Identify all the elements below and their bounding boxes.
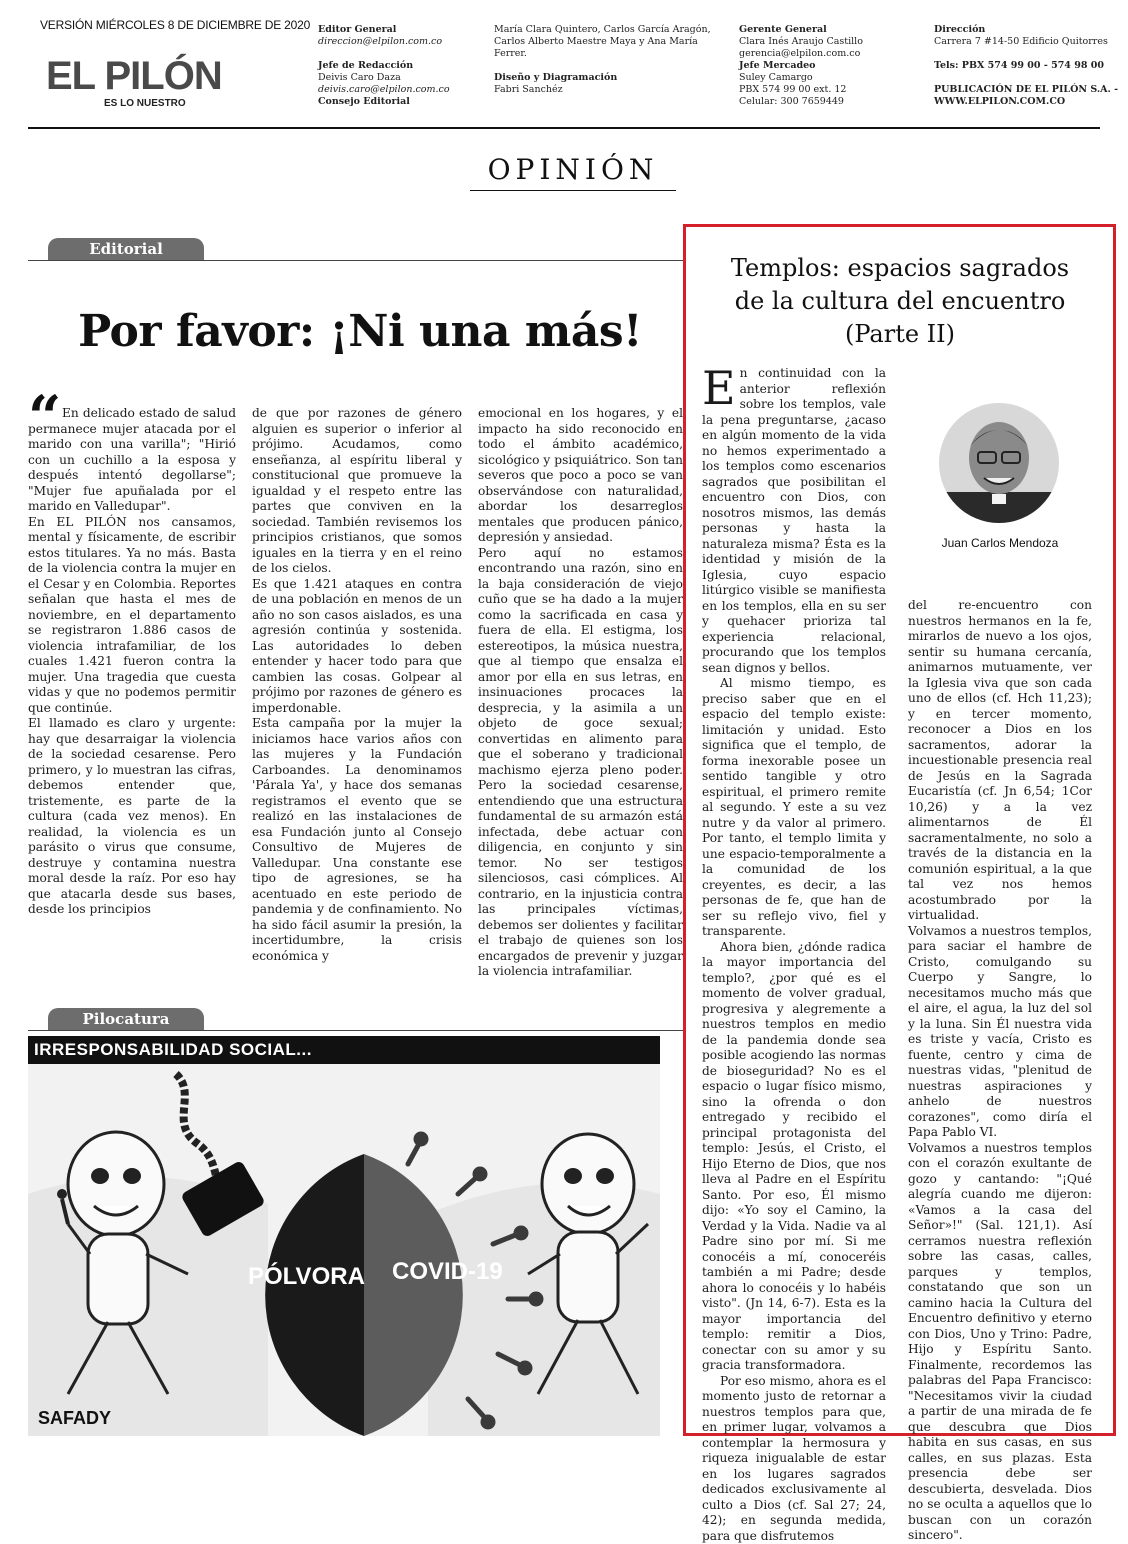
paragraph: Por eso mismo, ahora es el momento justo de retornar a nuestros templos para que, en primer lugar, volvamos a contemplar la hermosura y riqueza inigualable de estar en los lugares sagrados dedicados exclusivamente al culto a Dios (cf. Sal 27; 24, 42); en segunda medida, para que disfrutemos: [702, 1374, 886, 1544]
credit-line: Suley Camargo: [739, 72, 863, 84]
editorial-column-2: [252, 406, 462, 964]
section-underline: [470, 190, 676, 191]
paragraph: Volvamos a nuestros templos, para saciar el hambre de Cristo, comulgando su Cuerpo y Sangre, lo necesitamos mucho más que el aire, el agua, la luz del sol y la luna. Sin Él nuestra vida es triste y vacía, Cristo es fuente, centro y cima de nuestras vidas, "plenitud de nuestras aspiraciones y anhelo de nuestros corazones", como diría el Papa Pablo VI.: [908, 924, 1092, 1141]
newspaper-slogan: ES LO NUESTRO: [104, 98, 186, 109]
credit-line: WWW.ELPILON.COM.CO: [934, 96, 1118, 108]
paragraph: Es que 1.421 ataques en contra de una población en menos de un año no son casos aislados, es una agresión continúa y sostenida. Las autoridades lo deben entender y hacer todo para que cambien las cosas. Golpear al prójimo por razones de género es imperdonable.: [252, 577, 462, 717]
credit-line: PUBLICACIÓN DE EL PILÓN S.A. -: [934, 84, 1118, 96]
cartoon-title-bar: IRRESPONSABILIDAD SOCIAL...: [28, 1036, 660, 1064]
edition-date: VERSIÓN MIÉRCOLES 8 DE DICIEMBRE DE 2020: [40, 18, 310, 32]
credit-line: Fabri Sanchéz: [494, 84, 711, 96]
section-title: OPINIÓN: [470, 153, 676, 186]
editorial-column-1: [28, 406, 236, 918]
editorial-rule: [28, 260, 683, 261]
editorial-column-3: [478, 406, 683, 980]
credit-line: [934, 72, 1118, 84]
credit-line: Jefe de Redacción: [318, 60, 450, 72]
credit-line: Carlos Alberto Maestre Maya y Ana María: [494, 36, 711, 48]
credit-line: Gerente General: [739, 24, 863, 36]
credit-line: [934, 48, 1118, 60]
credit-line: deivis.caro@elpilon.com.co: [318, 84, 450, 96]
cartoon-signature: SAFADY: [38, 1408, 111, 1428]
paragraph: Ahora bien, ¿dónde radica la mayor importancia del templo?, ¿por qué es el momento de volver gradual, progresiva y alegremente a nuestros templos en medio de la pandemia donde sea posible acogiendo las normas de bioseguridad? No es el espacio o lugar físico mismo, sino la ofrenda o don entregado y recibido el principal protagonista del templo: Jesús, el Cristo, el Hijo Eterno de Dios, que nos lleva al Padre en el Espíritu Santo. Por eso, Él mismo dijo: «Yo soy el Camino, la Verdad y la Vida. Nadie va al Padre sino por mí. Si me conocéis a mí, conoceréis también a mi Padre; desde ahora lo conocéis y lo habéis visto". (Jn 14, 6-7). Esta es la mayor importancia del templo: remitir a Dios, conectar con su amor y su gracia transformadora.: [702, 940, 886, 1374]
paragraph: Al mismo tiempo, es preciso saber que en el espacio del templo existe: limitación y unidad. Esto significa que el templo, de forma inexorable posee un sentido tangible y otro espiritual, el primero remite al segundo. Y este a su vez nutre y da valor al primero. Por tanto, el templo limita y une espacio-temporalmente a la comunidad de los creyentes, es decir, a las personas de fe, que han de ser su reflejo vivo, fiel y transparente.: [702, 676, 886, 940]
credit-line: Carrera 7 #14-50 Edificio Quitorres: [934, 36, 1118, 48]
paragraph: El llamado es claro y urgente: hay que desarraigar la violencia de la sociedad cesarense. Pero primero, y lo muestran las cifras, debemos entender que, tristemente, es parte de la cultura (cada vez menos). En realidad, la violencia es un parásito o virus que consume, destruye y contamina nuestra moral desde la raíz. Por eso hay que atacarla desde sus bases, desde los principios: [28, 716, 236, 918]
column-text-2: [908, 598, 1092, 1544]
column-title-line-1: Templos: espacios sagrados: [700, 252, 1100, 285]
column-title-line-3: (Parte II): [700, 318, 1100, 351]
cartoon-illustration: [28, 1064, 660, 1436]
author-name: Juan Carlos Mendoza: [900, 536, 1100, 550]
paragraph: [702, 366, 886, 676]
cartoon-label-polvora: PÓLVORA: [248, 1262, 365, 1290]
credits-column-1: [318, 24, 450, 108]
cartoon-label-covid: COVID-19: [392, 1258, 503, 1285]
paragraph: En delicado estado de salud permanece mujer atacada por el marido con una varilla"; "Hirió con un cuchillo a la esposa y después intentó degollarse"; "Mujer fue apuñalada por el marido en Valledupar".: [28, 406, 236, 515]
quote-mark: “: [28, 392, 61, 442]
credit-line: Editor General: [318, 24, 450, 36]
credit-line: [318, 48, 450, 60]
credit-line: Consejo Editorial: [318, 96, 450, 108]
credit-line: Celular: 300 7659449: [739, 96, 863, 108]
author-photo: [936, 400, 1062, 526]
credit-line: Deivis Caro Daza: [318, 72, 450, 84]
paragraph: del re-encuentro con nuestros hermanos en la fe, mirarlos de nuevo a los ojos, sentir su humana cercanía, animarnos mutuamente, ver la Iglesia viva que son cada uno de ellos (cf. Hch 11,23); y en tercer momento, reconocer a Dios en los sacramentos, adorar la incuestionable presencia real de Jesús en la Sagrada Eucaristía (cf. Jn 6,54; 1Cor 10,26) y a la vez alimentarnos de Él sacramentalmente, no solo a través de la distancia en la comunión espiritual, a la que tal vez nos hemos acostumbrado por la virtualidad.: [908, 598, 1092, 924]
credit-line: Tels: PBX 574 99 00 - 574 98 00: [934, 60, 1118, 72]
credit-line: direccion@elpilon.com.co: [318, 36, 450, 48]
masthead-rule: [28, 127, 1100, 129]
paragraph: Pero aquí no estamos encontrando una razón, sino en la baja consideración de viejo cuño que se ha dado a la mujer como la sacrificada en casa y fuera de ella. El estigma, los estereotipos, la música nuestra, que al tiempo que ensalza el amor por ella en sus letras, en insinuaciones procaces la desprecia, y la asimila a un objeto de goce sexual; convertidas en alimento para que el soberano y tradicional machismo ejerza pleno poder. Pero la sociedad cesarense, entendiendo que una estructura fundamental de su armazón está infectada, debe actuar con diligencia, en conjunto y sin temor. No ser testigos silenciosos, casi cómplices. Al contrario, en la injusticia contra las principales víctimas, debemos ser dolientes y facilitar el trabajo de quienes son los encargados de prevenir y juzgar la violencia intrafamiliar.: [478, 546, 683, 980]
paragraph: Volvamos a nuestros templos con el corazón exultante de gozo y cantando: "¡Qué alegría cuando me dijeron: «Vamos a la casa del Señor»!" (Sal. 121,1). Así cerramos nuestra reflexión sobre las casas, calles, parques y templos, constatando que son un camino hacia la Cultura del Encuentro definitivo y eterno con Dios, Uno y Trino: Padre, Hijo y Espíritu Santo. Finalmente, recordemos las palabras del Papa Francisco: "Necesitamos vivir la ciudad a partir de una mirada de fe que descubra que Dios habita en sus casas, en sus calles, en sus plazas. Esta presencia debe ser descubierta, desvelada. Dios no se oculta a aquellos que lo buscan con un corazón sincero".: [908, 1141, 1092, 1544]
credits-column-3: [739, 24, 863, 108]
paragraph: emocional en los hogares, y el impacto ha sido reconocido en todo el ámbito académico, sicológico y psiquiátrico. Son tan severos que poco a poco se van observándose con naturalidad, abordar los desarreglos mentales que producen pánico, depresión y ansiedad.: [478, 406, 683, 546]
credit-line: Jefe Mercadeo: [739, 60, 863, 72]
credit-line: [494, 60, 711, 72]
cartoon-tab: Pilocatura: [48, 1008, 204, 1030]
credit-line: María Clara Quintero, Carlos García Aragón,: [494, 24, 711, 36]
credits-column-2: [494, 24, 711, 96]
newspaper-logo: EL PILÓN: [46, 56, 222, 96]
paragraph: En EL PILÓN nos cansamos, mental y físicamente, de escribir estos titulares. Ya no más. Basta de la violencia contra la mujer en el Cesar y en Colombia. Reportes señalan que hasta el mes de noviembre, en el departamento se registraron 1.886 casos de violencia intrafamiliar, de los cuales 1.421 fueron contra la mujer. Una tragedia que cuesta vidas y que no podemos permitir que continúe.: [28, 515, 236, 717]
editorial-headline: Por favor: ¡Ni una más!: [60, 306, 660, 357]
credit-line: Clara Inés Araujo Castillo: [739, 36, 863, 48]
credit-line: Dirección: [934, 24, 1118, 36]
paragraph: de que por razones de género alguien es superior o inferior al prójimo. Acudamos, como enseñanza, al espíritu liberal y constitucional que promueve la igualdad y el respeto entre las partes que conviven en la sociedad. También revisemos los principios cristianos, que somos iguales en la tierra y en el reino de los cielos.: [252, 406, 462, 577]
column-title-line-2: de la cultura del encuentro: [700, 285, 1100, 318]
credits-column-4: [934, 24, 1118, 108]
paragraph-text: n continuidad con la anterior reflexión sobre los templos, vale la pena preguntarse, ¿acaso en algún momento de la vida no hemos experimentado a los templos como escenarios sagrados que posibilitan el encuentro con Dios, con nosotros mismos, las demás personas y hasta la naturaleza misma? Ésta es la identidad y misión de la Iglesia, cuyo espacio litúrgico visible se manifiesta en los templos, ella en su ser y quehacer prioriza tal experiencia relacional, procurando que los templos sean dignos y bellos.: [702, 366, 886, 675]
credit-line: gerencia@elpilon.com.co: [739, 48, 863, 60]
credit-line: PBX 574 99 00 ext. 12: [739, 84, 863, 96]
column-text-1: [702, 366, 886, 1544]
column-title: [700, 252, 1100, 351]
credit-line: Ferrer.: [494, 48, 711, 60]
editorial-tab: Editorial: [48, 238, 204, 260]
paragraph: Esta campaña por la mujer la iniciamos hace varios años con las mujeres y la Fundación Carboandes. La denominamos 'Párala Ya', y hace dos semanas registramos el evento que se realizó en las instalaciones de esa Fundación junto al Consejo Consultivo de Mujeres de Valledupar. Una constante ese tipo de agresiones, se ha acentuado en este periodo de pandemia y de confinamiento. No ha sido fácil asumir la presión, la incertidumbre, la crisis económica y: [252, 716, 462, 964]
drop-cap: E: [702, 368, 736, 408]
cartoon-rule: [28, 1030, 683, 1031]
credit-line: Diseño y Diagramación: [494, 72, 711, 84]
